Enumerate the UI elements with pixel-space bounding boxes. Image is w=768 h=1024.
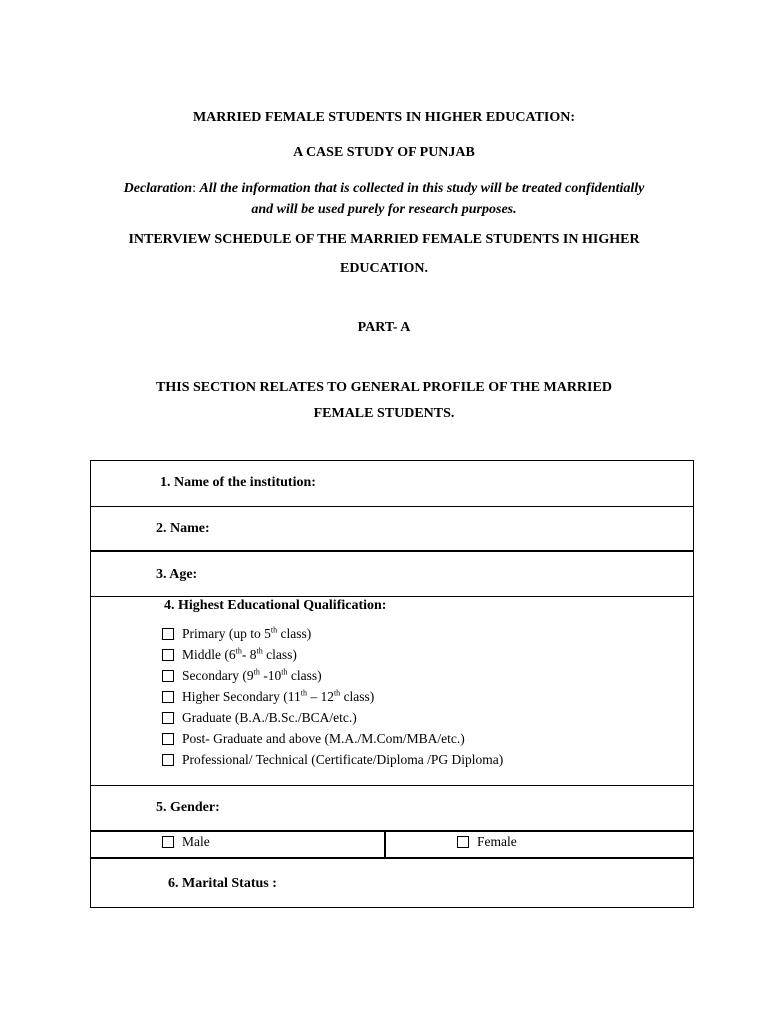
declaration-separator: : — [192, 181, 200, 196]
row-divider — [91, 830, 693, 832]
gender-option-female[interactable] — [457, 834, 517, 850]
title-line-1: MARRIED FEMALE STUDENTS IN HIGHER EDUCATION: — [192, 110, 576, 125]
qualification-option[interactable] — [162, 647, 297, 663]
checkbox-icon[interactable] — [162, 733, 174, 745]
checkbox-icon[interactable] — [162, 836, 174, 848]
declaration-text-1: All the information that is collected in this study will be treated confidentially — [199, 181, 645, 196]
row-divider — [91, 857, 693, 859]
option-text: Professional/ Technical (Certificate/Diploma /PG Diploma) — [182, 752, 504, 767]
row-divider — [91, 596, 693, 597]
part-heading: PART- A — [357, 320, 411, 335]
gender-female-text: Female — [477, 834, 517, 849]
declaration-line-2: and will be used purely for research purposes. — [251, 202, 517, 217]
option-text: Post- Graduate and above (M.A./M.Com/MBA/etc.) — [182, 731, 465, 746]
row-divider — [91, 785, 693, 786]
gender-option-male[interactable] — [162, 834, 210, 850]
checkbox-icon[interactable] — [162, 754, 174, 766]
checkbox-icon[interactable] — [162, 712, 174, 724]
declaration-label: Declaration — [123, 181, 193, 196]
schedule-line-2: EDUCATION. — [339, 261, 429, 276]
qualification-option[interactable] — [162, 689, 374, 705]
q1-institution-label: 1. Name of the institution: — [160, 475, 316, 490]
q6-marital-status-label: 6. Marital Status : — [168, 876, 277, 891]
profile-form-table — [90, 460, 694, 908]
section-line-2: FEMALE STUDENTS. — [313, 406, 455, 421]
qualification-option[interactable] — [162, 731, 465, 747]
qualification-option[interactable] — [162, 668, 322, 684]
checkbox-icon[interactable] — [457, 836, 469, 848]
row-divider — [91, 506, 693, 507]
column-divider — [384, 830, 386, 858]
option-text: Graduate (B.A./B.Sc./BCA/etc.) — [182, 710, 357, 725]
gender-male-text: Male — [182, 834, 210, 849]
checkbox-icon[interactable] — [162, 628, 174, 640]
option-text: Primary (up to 5th class) — [182, 625, 312, 641]
checkbox-icon[interactable] — [162, 649, 174, 661]
option-text: Secondary (9th -10th class) — [182, 667, 322, 683]
qualification-option[interactable] — [162, 626, 311, 642]
checkbox-icon[interactable] — [162, 670, 174, 682]
q5-gender-label: 5. Gender: — [156, 800, 220, 815]
schedule-line-1: INTERVIEW SCHEDULE OF THE MARRIED FEMALE STUDENTS IN HIGHER — [128, 232, 640, 247]
option-text: Higher Secondary (11th – 12th class) — [182, 688, 375, 704]
section-line-1: THIS SECTION RELATES TO GENERAL PROFILE OF THE MARRIED — [156, 380, 612, 395]
title-line-2: A CASE STUDY OF PUNJAB — [293, 145, 475, 160]
q3-age-label: 3. Age: — [156, 567, 198, 582]
option-text: Middle (6th- 8th class) — [182, 646, 297, 662]
row-divider — [91, 550, 693, 552]
checkbox-icon[interactable] — [162, 691, 174, 703]
qualification-option[interactable] — [162, 710, 357, 726]
declaration-line-1 — [0, 181, 768, 197]
qualification-option[interactable] — [162, 752, 503, 768]
q2-name-label: 2. Name: — [156, 521, 210, 536]
q4-qualification-label: 4. Highest Educational Qualification: — [164, 598, 387, 613]
